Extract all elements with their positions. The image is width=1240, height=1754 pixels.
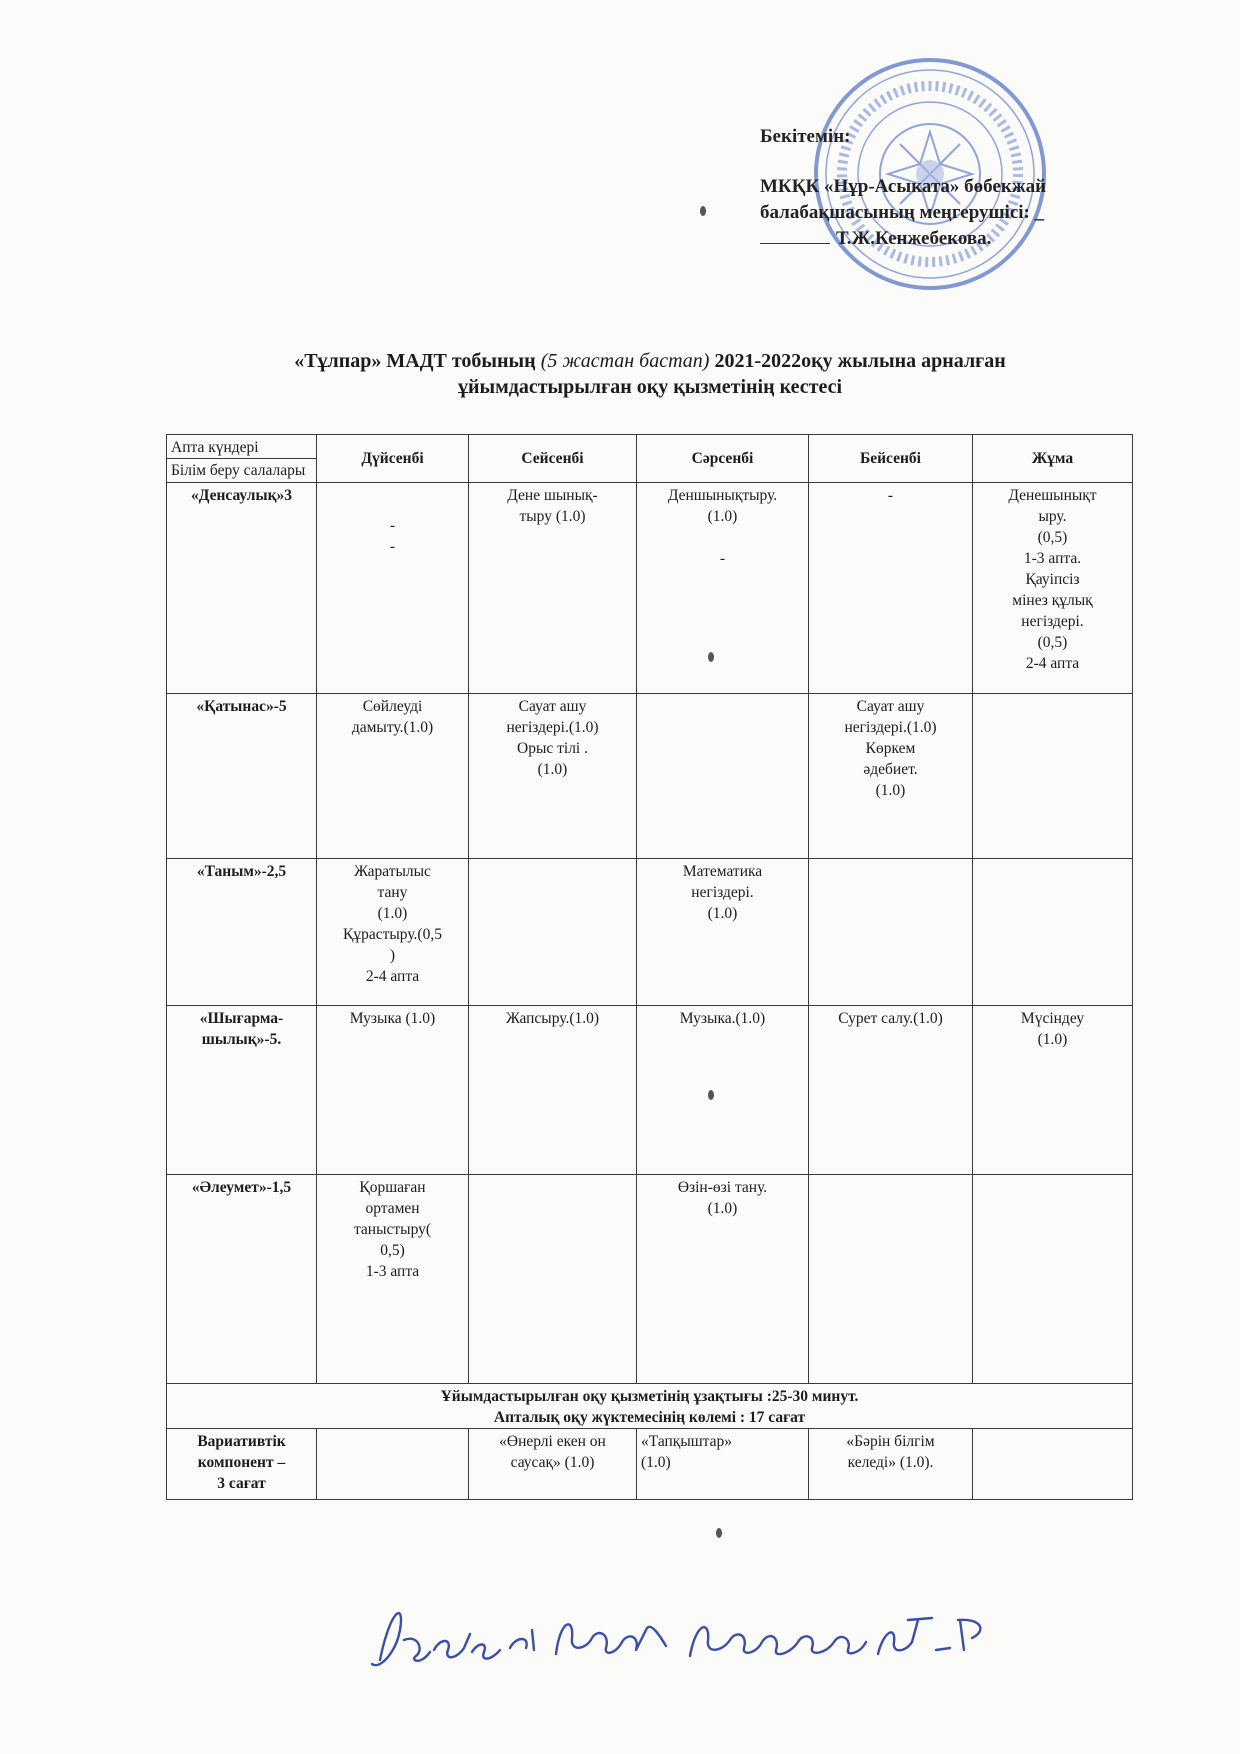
cell-text: - bbox=[887, 487, 894, 504]
scan-speck bbox=[708, 652, 714, 662]
schedule-cell bbox=[637, 1006, 809, 1175]
approval-block bbox=[760, 124, 1160, 252]
table-header-row bbox=[167, 435, 1133, 483]
area-label: «Әлеумет»-1,5 bbox=[191, 1179, 292, 1196]
schedule-cell bbox=[809, 1429, 973, 1500]
schedule-cell bbox=[317, 859, 469, 1006]
table-row bbox=[167, 1175, 1133, 1384]
area-cell bbox=[167, 694, 317, 859]
schedule-cell bbox=[973, 1429, 1133, 1500]
schedule-cell bbox=[809, 483, 973, 694]
schedule-table bbox=[166, 434, 1133, 1500]
cell-text: «Өнерлі екен он саусақ» (1.0) bbox=[499, 1433, 606, 1471]
header-corner-cell bbox=[167, 435, 317, 483]
signature-line bbox=[760, 243, 830, 244]
cell-text: Дене шынық- тыру (1.0) bbox=[507, 487, 598, 525]
scan-speck bbox=[708, 1090, 714, 1100]
area-cell bbox=[167, 483, 317, 694]
header-day-wednesday: Сәрсенбі bbox=[637, 435, 809, 483]
summary-duration: Ұйымдастырылған оқу қызметінің ұзақтығы :25-30 минут. bbox=[440, 1388, 859, 1405]
handwritten-signature bbox=[360, 1590, 1020, 1680]
area-label: «Қатынас»-5 bbox=[196, 698, 287, 715]
schedule-cell bbox=[809, 1175, 973, 1384]
cell-text: Сөйлеуді дамыту.(1.0) bbox=[351, 698, 434, 736]
area-cell bbox=[167, 1429, 317, 1500]
cell-text: «Бәрін білгім келеді» (1.0). bbox=[846, 1433, 935, 1471]
area-label: «Шығарма- шылық»-5. bbox=[199, 1010, 284, 1048]
schedule-cell bbox=[469, 1429, 637, 1500]
schedule-cell bbox=[973, 859, 1133, 1006]
approval-position-line: балабақшасының меңгерушісі: _ bbox=[760, 202, 1045, 223]
schedule-cell bbox=[637, 859, 809, 1006]
approval-org-line: МКҚК «Нұр-Асыката» бөбекжай bbox=[760, 176, 1047, 197]
cell-text: Деншынықтыру. (1.0) - bbox=[667, 487, 778, 567]
schedule-cell bbox=[809, 694, 973, 859]
table-summary-row bbox=[167, 1384, 1133, 1429]
schedule-cell bbox=[317, 1006, 469, 1175]
cell-text: Жаратылыс тану (1.0) Құрастыру.(0,5 ) 2-4 апта bbox=[343, 863, 442, 985]
cell-text: Өзін-өзі тану. (1.0) bbox=[677, 1179, 768, 1217]
schedule-cell bbox=[637, 483, 809, 694]
schedule-cell bbox=[317, 1429, 469, 1500]
cell-text: Мүсіндеу (1.0) bbox=[1020, 1010, 1085, 1048]
header-day-friday: Жұма bbox=[973, 435, 1133, 483]
cell-text: Қоршаған ортамен таныстыру( 0,5) 1-3 апта bbox=[353, 1179, 432, 1280]
document-title bbox=[170, 348, 1130, 400]
schedule-cell bbox=[469, 859, 637, 1006]
schedule-cell bbox=[469, 1006, 637, 1175]
schedule-cell bbox=[809, 1006, 973, 1175]
table-row bbox=[167, 1429, 1133, 1500]
approval-name-line bbox=[760, 226, 1160, 252]
cell-text: Сурет салу.(1.0) bbox=[838, 1010, 943, 1027]
header-day-tuesday: Сейсенбі bbox=[469, 435, 637, 483]
table-row bbox=[167, 483, 1133, 694]
schedule-cell bbox=[637, 694, 809, 859]
title-line2: ұйымдастырылған оқу қызметінің кестесі bbox=[457, 376, 843, 398]
schedule-cell bbox=[317, 694, 469, 859]
area-cell bbox=[167, 1175, 317, 1384]
schedule-cell bbox=[973, 694, 1133, 859]
cell-text: Сауат ашу негіздері.(1.0) Орыс тілі . (1.0) bbox=[506, 698, 599, 778]
title-part2: 2021-2022оқу жылына арналған bbox=[714, 350, 1006, 372]
approval-title: Бекітемін: bbox=[760, 126, 851, 147]
cell-text: Музыка (1.0) bbox=[349, 1010, 436, 1027]
header-day-monday: Дүйсенбі bbox=[317, 435, 469, 483]
area-cell bbox=[167, 1006, 317, 1175]
schedule-cell bbox=[973, 1175, 1133, 1384]
table-row bbox=[167, 694, 1133, 859]
table-row bbox=[167, 1006, 1133, 1175]
cell-text: Сауат ашу негіздері.(1.0) Көркем әдебиет. (1.0) bbox=[844, 698, 937, 799]
area-label: Вариативтік компонент – 3 сағат bbox=[197, 1433, 286, 1492]
schedule-cell bbox=[317, 483, 469, 694]
summary-weekly-load: Апталық оқу жүктемесінің көлемі : 17 сағат bbox=[493, 1409, 806, 1426]
cell-text: - - bbox=[389, 517, 396, 555]
schedule-cell bbox=[973, 1006, 1133, 1175]
title-part1: «Тұлпар» МАДТ тобының bbox=[294, 350, 536, 372]
schedule-cell bbox=[637, 1429, 809, 1500]
schedule-cell bbox=[809, 859, 973, 1006]
area-label: «Таным»-2,5 bbox=[196, 863, 287, 880]
schedule-cell bbox=[469, 1175, 637, 1384]
schedule-cell bbox=[469, 483, 637, 694]
approval-name: Т.Ж.Кенжебекова. bbox=[836, 228, 992, 249]
schedule-cell bbox=[973, 483, 1133, 694]
title-italic: (5 жастан бастап) bbox=[540, 350, 710, 372]
schedule-cell bbox=[317, 1175, 469, 1384]
header-day-thursday: Бейсенбі bbox=[809, 435, 973, 483]
cell-text: Музыка.(1.0) bbox=[679, 1010, 766, 1027]
header-areas-label: Білім беру салалары bbox=[171, 462, 306, 479]
cell-text: Жапсыру.(1.0) bbox=[505, 1010, 600, 1027]
scan-speck bbox=[700, 206, 706, 216]
scan-speck bbox=[716, 1528, 722, 1538]
summary-cell bbox=[167, 1384, 1133, 1429]
schedule-cell bbox=[469, 694, 637, 859]
table-row bbox=[167, 859, 1133, 1006]
area-cell bbox=[167, 859, 317, 1006]
cell-text: «Тапқыштар» (1.0) bbox=[641, 1433, 733, 1471]
cell-text: Денешынықт ыру. (0,5) 1-3 апта. Қауіпсіз мінез құлық негіздері. (0,5) 2-4 апта bbox=[1008, 487, 1097, 672]
schedule-cell bbox=[637, 1175, 809, 1384]
area-label: «Денсаулық»3 bbox=[190, 487, 293, 504]
header-weekdays-label: Апта күндері bbox=[167, 435, 316, 459]
cell-text: Математика негіздері. (1.0) bbox=[682, 863, 763, 922]
